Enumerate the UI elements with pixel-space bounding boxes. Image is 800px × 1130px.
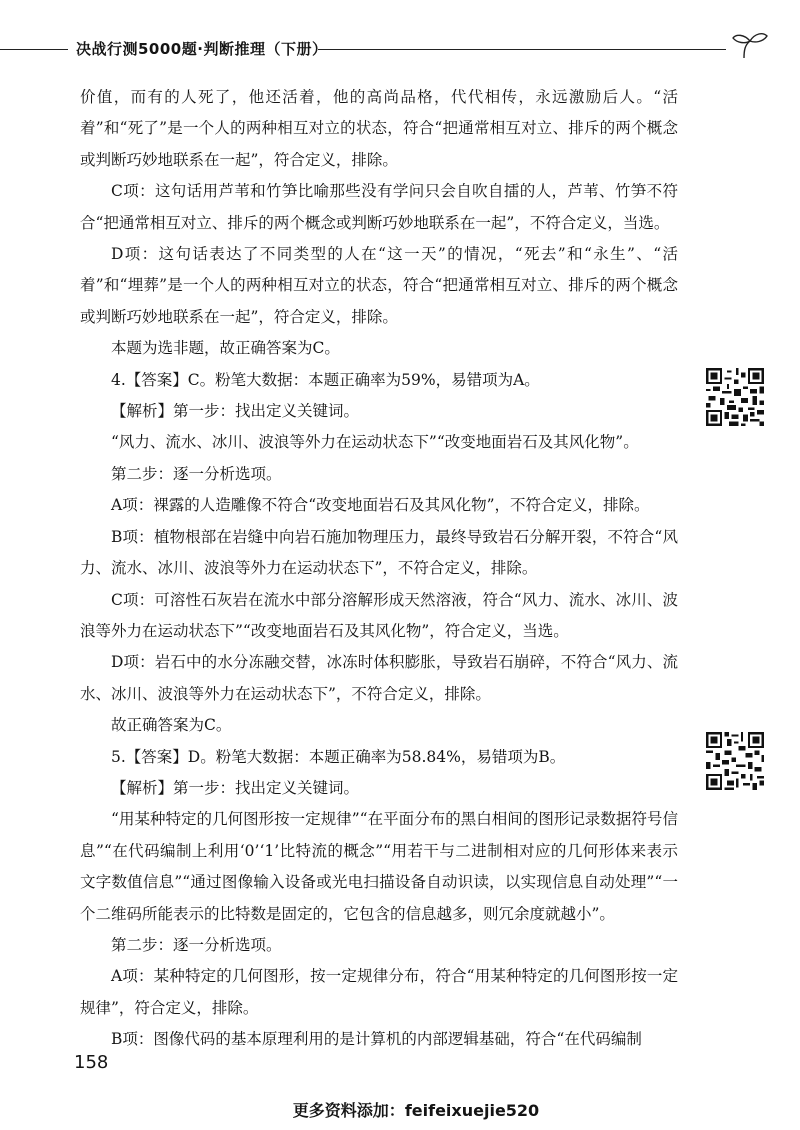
book-title: 决战行测5000题·判断推理（下册） [76,40,328,58]
question-number: 4. [111,370,126,389]
paragraph: 故正确答案为C。 [111,716,232,735]
paragraph: C项：可溶性石灰岩在流水中部分溶解形成天然溶液，符合“风力、流水、冰川、波浪等外力在运动状态下”“改变地面岩石及其风化物”，符合定义，当选。 [80,590,678,640]
question-number: 5. [111,747,126,766]
analysis-paragraph: 【解析】第一步：找出定义关键词。 [111,402,360,421]
answer-paragraph [80,742,678,773]
answer-text: 【答案】D。粉笔大数据：本题正确率为58.84%，易错项为B。 [125,747,566,766]
answer-paragraph [80,365,678,396]
answer-text: 【答案】C。粉笔大数据：本题正确率为59%，易错项为A。 [125,370,540,389]
header-rule-right [318,49,726,50]
paragraph: 第二步：逐一分析选项。 [111,935,282,954]
paragraph: “用某种特定的几何图形按一定规律”“在平面分布的黑白相间的图形记录数据符号信息”“在代码编制上利用‘0’‘1’比特流的概念”“用若干与二进制相对应的几何形体来表示文字数值信息”“通过图像输入设备或光电扫描设备自动识读，以实现信息自动处理”“一个二维码所能表示的比特数是固定的，它包含的信息越多，则冗余度就越小”。 [80,810,678,923]
paragraph: 第二步：逐一分析选项。 [111,464,282,483]
paragraph: A项：裸露的人造雕像不符合“改变地面岩石及其风化物”，不符合定义，排除。 [111,496,650,515]
qr-code-icon[interactable] [706,732,764,790]
paragraph: D项：岩石中的水分冻融交替，冰冻时体积膨胀，导致岩石崩碎，不符合“风力、流水、冰川、波浪等外力在运动状态下”，不符合定义，排除。 [80,653,678,703]
page-number: 158 [74,1052,109,1073]
footer-contact: feifeixuejie520 [404,1101,540,1120]
page-body [80,82,678,1056]
analysis-paragraph: 【解析】第一步：找出定义关键词。 [111,778,360,797]
paragraph: A项：某种特定的几何图形，按一定规律分布，符合“用某种特定的几何图形按一定规律”，符合定义，排除。 [80,967,678,1017]
qr-code-icon[interactable] [706,368,764,426]
running-header [0,36,800,66]
paragraph: 价值，而有的人死了，他还活着，他的高尚品格，代代相传，永远激励后人。“活着”和“死了”是一个人的两种相互对立的状态，符合“把通常相互对立、排斥的两个概念或判断巧妙地联系在一起”，符合定义，排除。 [80,88,678,169]
footer-note [0,1098,800,1121]
footer-label: 更多资料添加： [292,1101,405,1120]
header-rule-left [0,49,68,50]
paragraph: B项：植物根部在岩缝中向岩石施加物理压力，最终导致岩石分解开裂，不符合“风力、流水、冰川、波浪等外力在运动状态下”，不符合定义，排除。 [80,527,678,578]
paragraph: B项：图像代码的基本原理利用的是计算机的内部逻辑基础，符合“在代码编制 [111,1030,642,1049]
sprout-leaf-icon [730,30,770,60]
paragraph: C项：这句话用芦苇和竹笋比喻那些没有学问只会自吹自擂的人，芦苇、竹笋不符合“把通常相互对立、排斥的两个概念或判断巧妙地联系在一起”，不符合定义，当选。 [80,182,678,232]
paragraph: D项：这句话表达了不同类型的人在“这一天”的情况，“死去”和“永生”、“活着”和“埋葬”是一个人的两种相互对立的状态，符合“把通常相互对立、排斥的两个概念或判断巧妙地联系在一起”，符合定义，排除。 [80,245,678,326]
paragraph: “风力、流水、冰川、波浪等外力在运动状态下”“改变地面岩石及其风化物”。 [111,433,639,452]
paragraph: 本题为选非题，故正确答案为C。 [111,339,340,358]
